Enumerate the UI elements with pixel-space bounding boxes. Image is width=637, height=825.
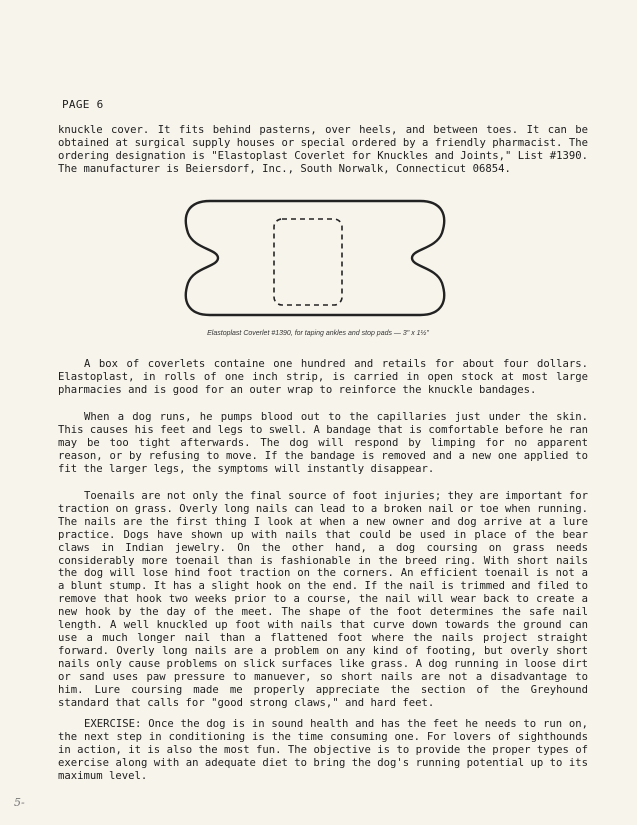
coverlet-illustration [180,193,450,323]
paragraph-intro: knuckle cover. It fits behind pasterns, over heels, and between toes. It can be obtained at surgical supply houses or special ordered by a friendly pharmacist. The ordering designation is "Elastoplast Coverlet for Knuckles and Joints," List #1390. The manufacturer is Beiersdorf, Inc., South Norwalk, Connecticut 06854. [58,124,588,175]
paragraph-coverlet-box: A box of coverlets containe one hundred and retails for about four dollars. Elastoplast, in rolls of one inch strip, is carried in open stock at most large pharmacies and is good for an outer wrap to reinforce the knuckle bandages. [58,358,588,396]
figure-caption: Elastoplast Coverlet #1390, for taping ankles and stop pads — 3" x 1½" [207,330,429,337]
corner-mark: 5- [14,796,25,809]
exercise-heading: EXERCISE: [84,718,142,730]
paragraph-toenails: Toenails are not only the final source of foot injuries; they are important for traction on grass. Overly long nails can lead to a broken nail or toe when running. The nails are the first thing I look at when a new owner and dog arrive at a lure practice. Dogs have shown up with nails that could be used in place of the bear claws in Indian jewelry. On the other hand, a dog coursing on grass needs considerably more toenail than is fashionable in the breed ring. With short nails the dog will lose hind foot traction on the corners. An efficient toenail is not a a blunt stump. It has a slight hook on the end. If the nail is trimmed and filed to remove that hook two weeks prior to a course, the nail will wear back to create a new hook by the day of the meet. The shape of the foot determines the safe nail length. A well knuckled up foot with nails that curve down towards the ground can use a much longer nail than a flattened foot where the nails project straight forward. Overly long nails are a problem on any kind of footing, but overly short nails only cause problems on slick surfaces like grass. A dog running in loose dirt or sand uses paw pressure to manuever, so short nails are not a disadvantage to him. Lure coursing made me properly appreciate the section of the Greyhound standard that calls for "good strong claws," and hard feet. [58,490,588,709]
paragraph-exercise [58,718,588,783]
page-label: PAGE 6 [62,98,104,111]
coverlet-pad-outline [274,219,342,305]
coverlet-outline [186,201,444,315]
paragraph-running: When a dog runs, he pumps blood out to the capillaries just under the skin. This causes his feet and legs to swell. A bandage that is comfortable before he ran may be too tight afterwards. The dog will respond by limping for no apparent reason, or by refusing to move. If the bandage is removed and a new one applied to fit the larger legs, the symptoms will instantly disappear. [58,411,588,475]
exercise-text: Once the dog is in sound health and has the feet he needs to run on, the next step in conditioning is the time consuming one. For lovers of sighthounds in action, it is also the most fun. The objective is to provide the proper types of exercise along with an adequate diet to bring the dog's running potential up to its maximum level. [58,718,588,782]
